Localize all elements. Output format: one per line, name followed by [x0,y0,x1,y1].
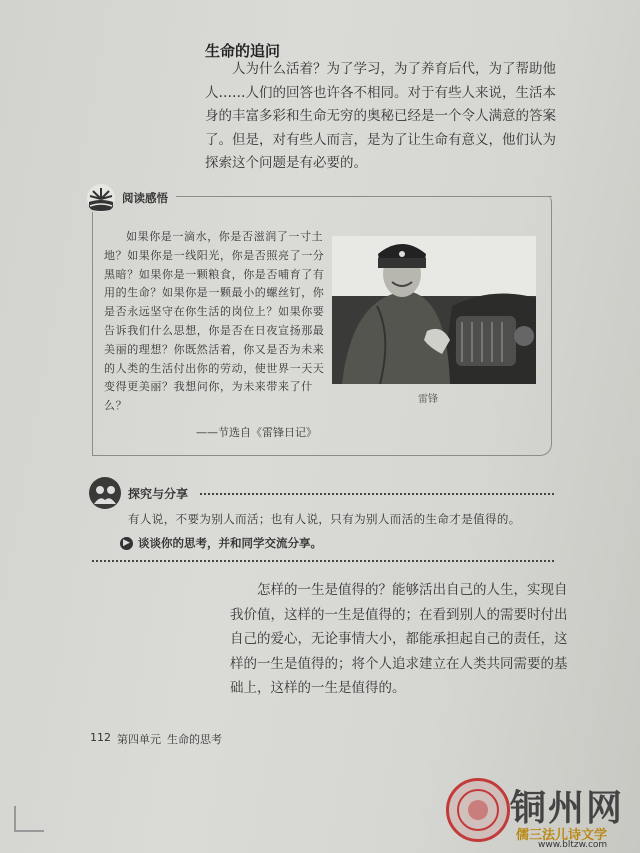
unit-title: 生命的思考 [167,733,222,746]
intro-paragraph: 人为什么活着？为了学习，为了养育后代，为了帮助他人……人们的回答也许各不相同。对于有些人来说，生活本身的丰富多彩和生命无穷的奥秘已经是一个令人满意的答案了。但是，对有些人而言，是为了让生命有意义，他们认为探索这个问题是有必要的。 [205,61,556,171]
explore-logo-icon [88,476,122,510]
watermark-title: 铜州网 [510,787,625,829]
answer-paragraph: 怎样的一生是值得的？能够活出自己的人生，实现自我价值，这样的一生是值得的；在看到别人的需要时付出自己的爱心，无论事情大小，都能承担起自己的责任，这样的一生是值得的；将个人追求建立在人类共同需要的基础上，这样的一生是值得的。 [230,582,568,696]
watermark-subtitle: 儒三法儿诗文学 [516,828,608,843]
discussion-prompt-text: 谈谈你的思考，并和同学交流分享。 [138,536,322,550]
photo-caption: 雷锋 [418,394,438,405]
watermark [446,778,636,850]
page-number: 112 [90,731,111,744]
reading-label: 阅读感悟 [122,191,168,205]
explore-divider-bottom [92,560,554,562]
watermark-seal-icon [446,778,510,842]
diary-excerpt: 如果你是一滴水，你是否滋润了一寸土地？如果你是一线阳光，你是否照亮了一分黑暗？如果你是一颗粮食，你是否哺育了有用的生命？如果你是一颗最小的螺丝钉，你是否永远坚守在你生活的岗位上？如果你要告诉我们什么思想，你是否在日夜宣扬那最美丽的理想？你既然活着，你又是否为未来的人类的生活付出你的劳动，使世界一天天变得更美丽？我想问你，为未来带来了什么？ [104,230,325,413]
reading-header [86,183,168,213]
explore-statement: 有人说，不要为别人而活；也有人说，只有为别人而活的生命才是值得的。 [128,512,521,526]
corner-mark [14,806,44,832]
watermark-url: www.bltzw.com [538,840,608,850]
explore-divider-top [200,493,554,495]
reading-logo-icon [86,183,116,213]
unit-number: 第四单元 [117,733,161,746]
diary-source: ——节选自《雷锋日记》 [196,426,317,439]
explore-header [88,476,188,510]
page-footer [90,731,222,747]
section-title: 生命的追问 [205,42,281,60]
explore-label: 探究与分享 [128,486,189,501]
lei-feng-photo [332,236,536,384]
play-arrow-icon: ▶ [120,537,133,550]
discussion-prompt [120,535,322,551]
